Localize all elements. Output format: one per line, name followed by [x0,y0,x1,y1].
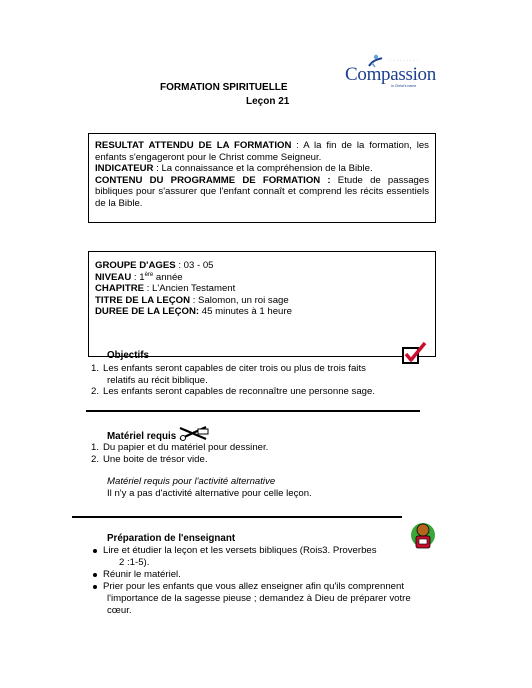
duree-label: DUREE DE LA LEÇON: [95,306,200,318]
logo-brand: Compassion [345,64,436,85]
materiel-1-text: Du papier et du matériel pour dessiner. [103,442,269,453]
chapitre-label: CHAPITRE [95,283,145,295]
chapitre-text: : L'Ancien Testament [144,283,236,295]
bullet-dot [93,573,97,577]
compassion-logo [345,54,436,90]
preparation-3-line1: Prier pour les enfants que vous allez enseigner afin qu'ils comprennent [103,581,405,592]
objectif-2-number: 2. [91,386,100,397]
materiel-heading: Matériel requis [107,431,177,442]
formation-summary-box [88,133,436,223]
objectif-1-line1: Les enfants seront capables de citer trois ou plus de trois faits [103,363,366,374]
objectif-2-text: Les enfants seront capables de reconnaître une personne sage. [103,386,376,397]
niveau-post: année [153,271,183,283]
groupe-text: : 03 - 05 [175,260,214,271]
pencil-ruler-icon [178,424,210,442]
contenu-text: Etude de passages bibliques pour s'assurer que l'enfant connaît et comprend les récits essentiels de la Bible. [95,174,429,209]
materiel-2-number: 2. [91,454,100,465]
objectif-1-number: 1. [91,363,100,374]
bullet-dot [93,585,97,589]
preparation-2-text: Réunir le matériel. [103,569,181,580]
child-figure-icon [410,518,436,554]
section-divider [72,516,402,518]
preparation-heading: Préparation de l'enseignant [107,533,236,544]
objectifs-heading: Objectifs [107,350,149,361]
titre-label: TITRE DE LA LEÇON [95,294,191,306]
preparation-3-line2: l'importance de la sagesse pieuse ; demandez à Dieu de préparer votre [107,593,411,604]
titre-text: : Salomon, un roi sage [190,294,289,306]
groupe-label: GROUPE D'AGES [95,260,176,271]
lesson-info-box [88,251,436,357]
duree-text: 45 minutes à 1 heure [199,306,292,318]
lesson-number: Leçon 21 [246,96,290,107]
niveau-pre: : 1 [131,271,145,283]
materiel-alt-heading: Matériel requis pour l'activité alternative [107,476,276,487]
section-divider [86,410,420,412]
niveau-label: NIVEAU [95,271,132,283]
indicateur-text: : La connaissance et la compréhension de la Bible. [153,163,373,175]
objectif-1-line2: relatifs au récit biblique. [107,375,208,386]
contenu-label: CONTENU DU PROGRAMME DE FORMATION : [95,174,331,186]
preparation-3-line3: cœur. [107,605,132,616]
materiel-2-text: Une boite de trésor vide. [103,454,208,465]
logo-tagline: In Christ's name [391,84,417,88]
document-title: FORMATION SPIRITUELLE [160,82,288,93]
materiel-1-number: 1. [91,442,100,453]
preparation-1-line2: 2 :1-5). [119,557,150,568]
bullet-dot [93,549,97,553]
preparation-1-line1: Lire et étudier la leçon et les versets bibliques (Rois3. Proverbes [103,545,377,556]
resultat-text: : A la fin de la formation, les enfants s'engageront pour le Christ comme Seigneur. [95,140,429,163]
checkbox-check-icon [401,341,427,365]
materiel-alt-text: Il n'y a pas d'activité alternative pour celle leçon. [107,488,312,499]
indicateur-label: INDICATEUR [95,163,154,175]
niveau-sup: ère [144,271,154,278]
resultat-label: RESULTAT ATTENDU DE LA FORMATION [95,140,292,151]
logo-small-text: · · · · · · · · · [390,59,419,63]
